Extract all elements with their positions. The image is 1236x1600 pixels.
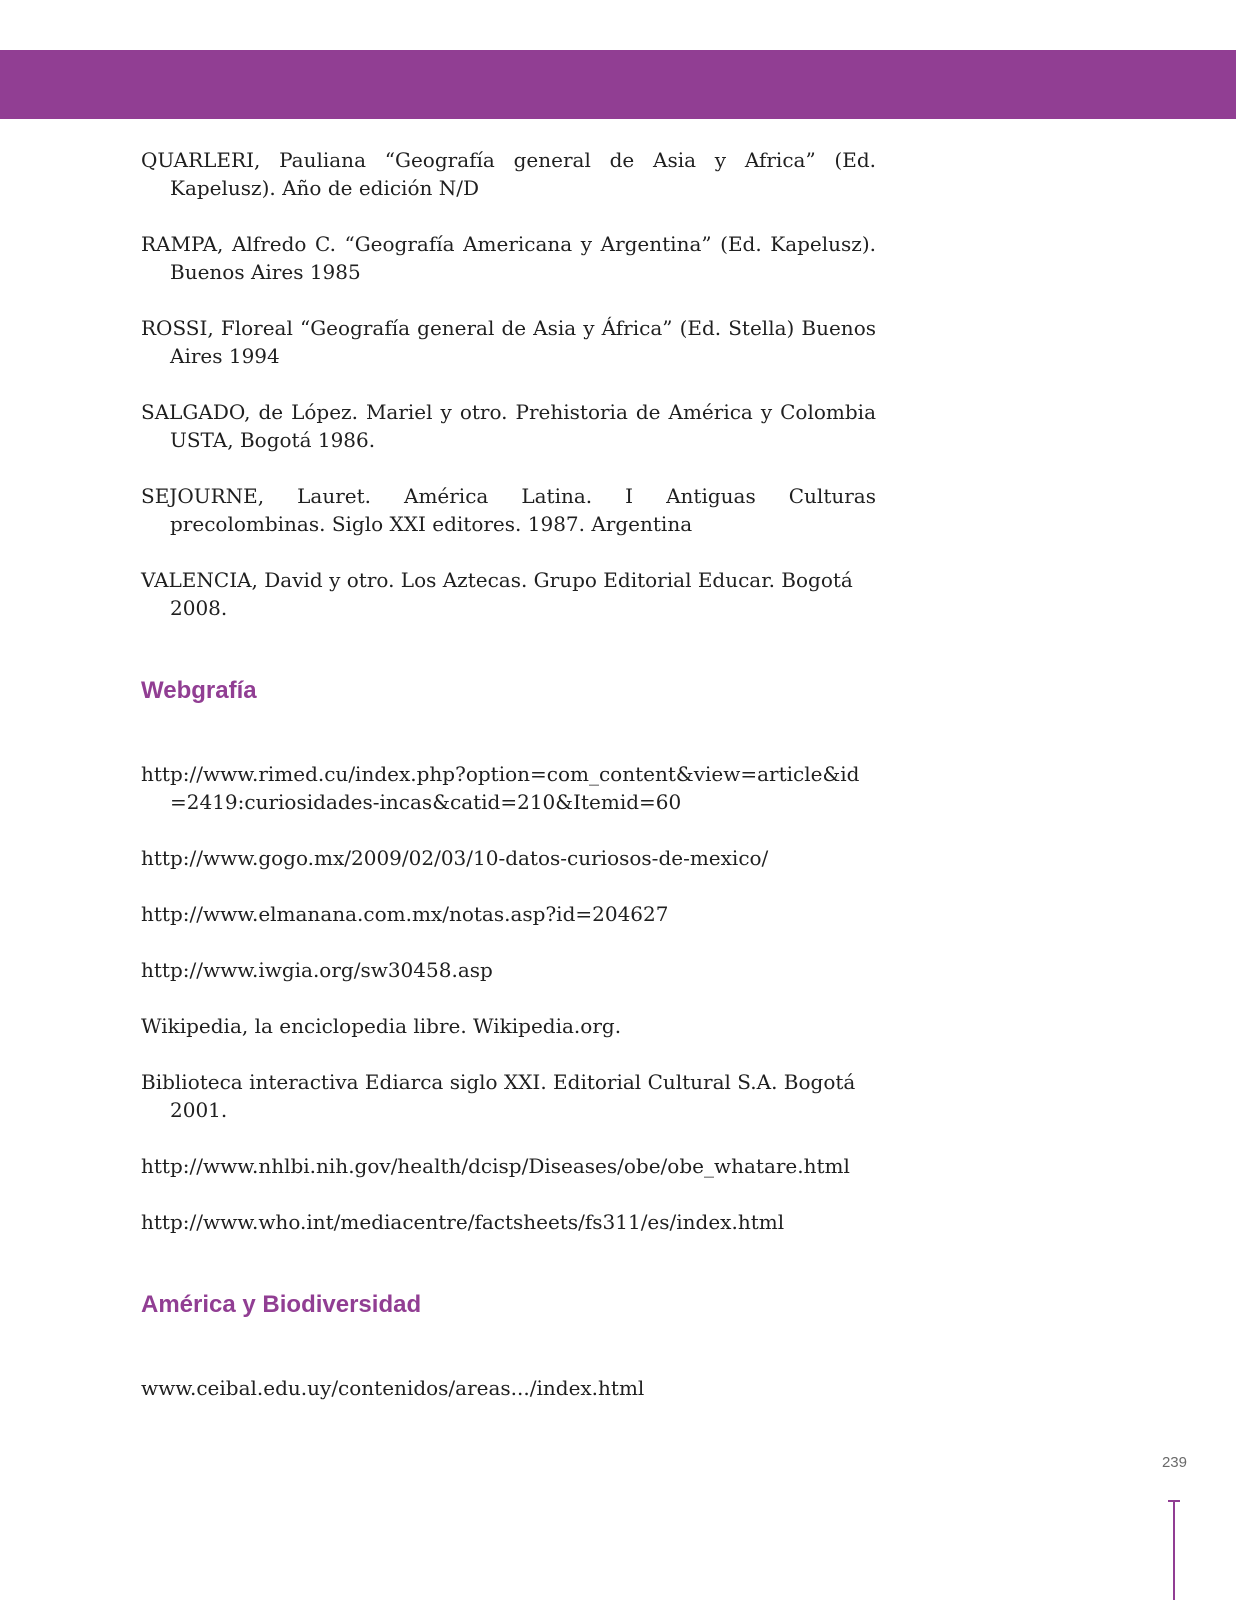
header-band: [0, 50, 1236, 119]
web-link[interactable]: http://www.who.int/mediacentre/factsheets/fs311/es/index.html: [141, 1210, 785, 1234]
web-link[interactable]: www.ceibal.edu.uy/contenidos/areas.../index.html: [141, 1376, 645, 1400]
web-link[interactable]: http://www.iwgia.org/sw30458.asp: [141, 958, 493, 982]
section-title-webgrafia: Webgrafía: [141, 677, 257, 704]
bib-entry-rampa: RAMPA, Alfredo C. “Geografía Americana y Argentina” (Ed. Kapelusz). Buenos Aires 1985: [141, 232, 876, 284]
page-edge-marker: [1173, 1500, 1175, 1600]
page-number: 239: [1161, 1454, 1187, 1471]
web-link[interactable]: http://www.elmanana.com.mx/notas.asp?id=204627: [141, 902, 669, 926]
web-entry-wikipedia: Wikipedia, la enciclopedia libre. Wikipedia.org.: [141, 1014, 622, 1038]
bib-entry-quarleri: QUARLERI, Pauliana “Geografía general de Asia y Africa” (Ed. Kapelusz). Año de edición N/D: [141, 148, 876, 200]
web-link[interactable]: http://www.rimed.cu/index.php?option=com_content&view=article&id=2419:curiosidades-incas&catid=210&Itemid=60: [141, 762, 860, 814]
section-title-america-biodiversidad: América y Biodiversidad: [141, 1291, 422, 1318]
web-entry-biblioteca: Biblioteca interactiva Ediarca siglo XXI. Editorial Cultural S.A. Bogotá 2001.: [141, 1070, 856, 1122]
web-link[interactable]: http://www.gogo.mx/2009/02/03/10-datos-curiosos-de-mexico/: [141, 846, 769, 870]
bib-entry-valencia: VALENCIA, David y otro. Los Aztecas. Grupo Editorial Educar. Bogotá 2008.: [141, 568, 853, 620]
web-link[interactable]: http://www.nhlbi.nih.gov/health/dcisp/Diseases/obe/obe_whatare.html: [141, 1154, 850, 1178]
bib-entry-rossi: ROSSI, Floreal “Geografía general de Asia y África” (Ed. Stella) Buenos Aires 1994: [141, 316, 876, 368]
bib-entry-salgado: SALGADO, de López. Mariel y otro. Prehistoria de América y Colombia USTA, Bogotá 1986.: [141, 400, 876, 452]
main-content: [141, 146, 876, 1430]
bib-entry-sejourne: SEJOURNE, Lauret. América Latina. I Antiguas Culturas precolombinas. Siglo XXI editores. 1987. Argentina: [141, 484, 876, 536]
